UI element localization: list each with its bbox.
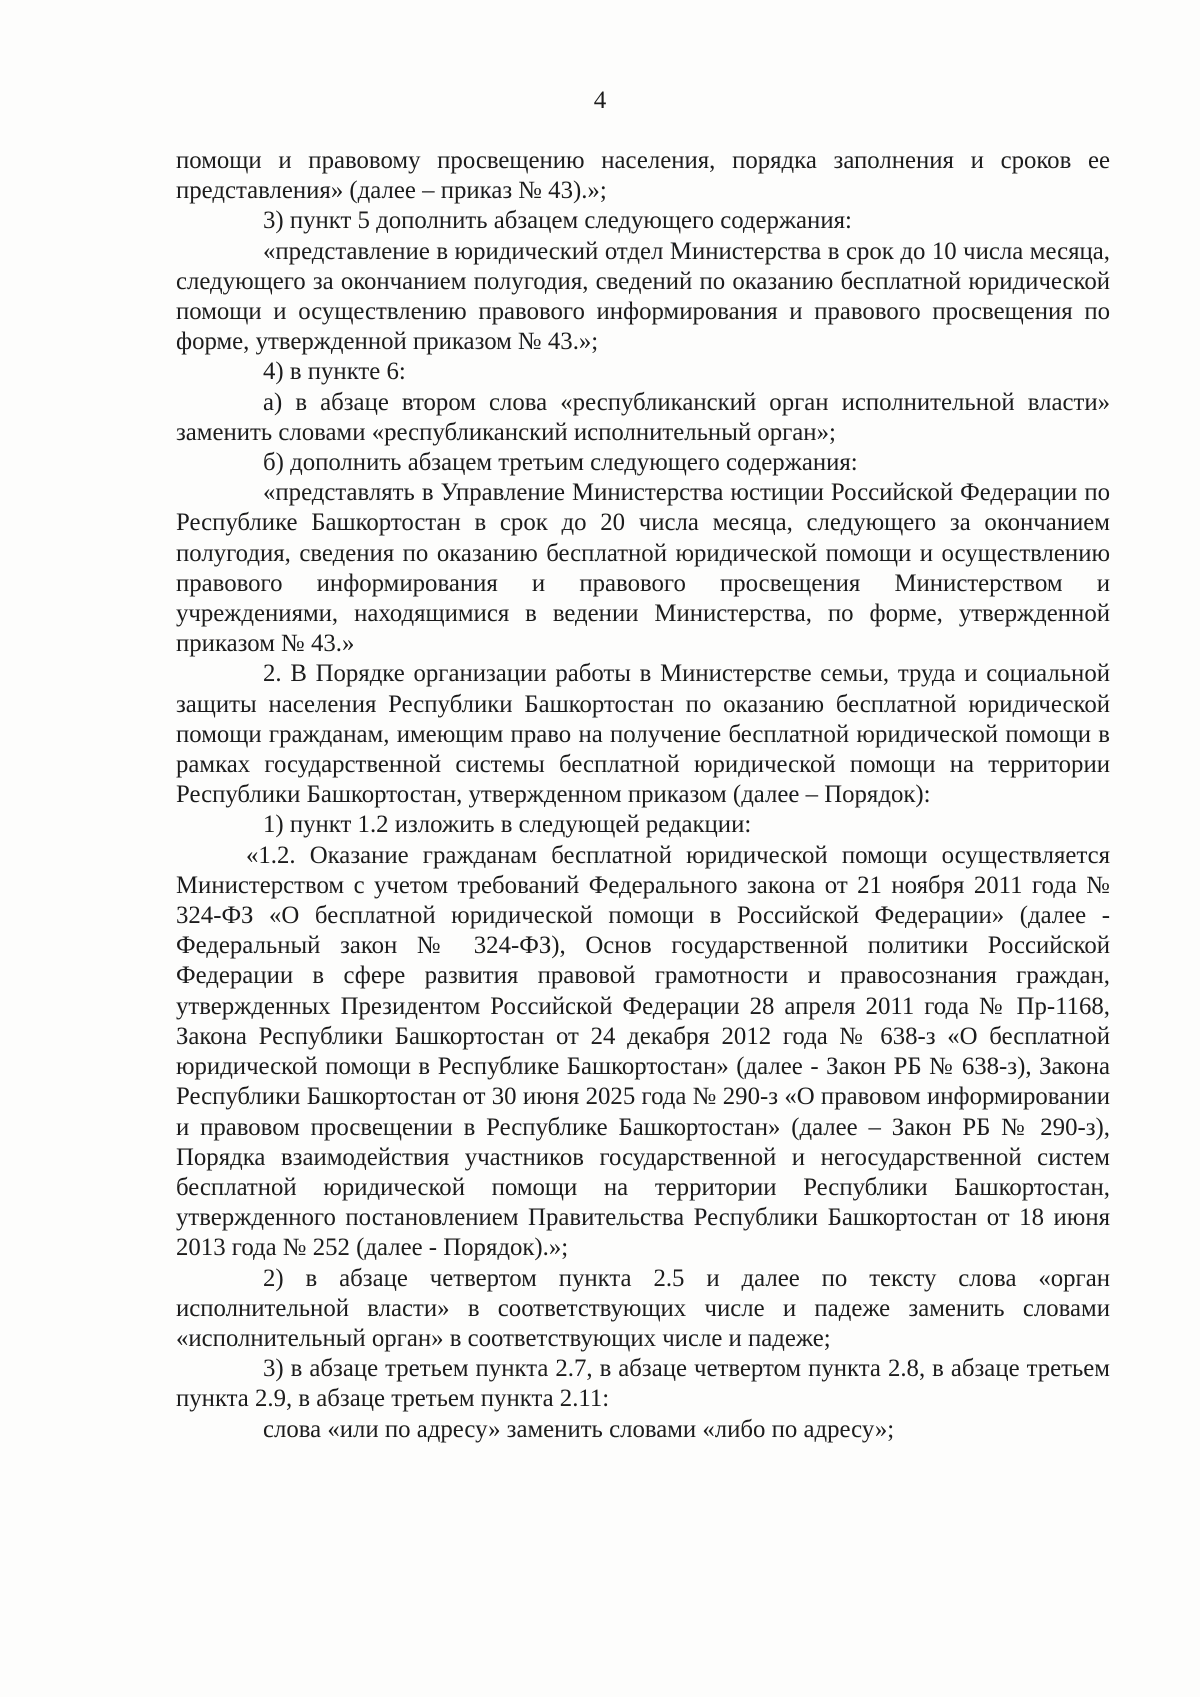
paragraph: б) дополнить абзацем третьим следующего содержания: (263, 449, 858, 477)
document-body (176, 146, 1110, 1445)
page-number: 4 (593, 87, 607, 114)
paragraph: 3) в абзаце третьем пункта 2.7, в абзаце четвертом пункта 2.8, в абзаце третьем пункта 2.9, в абзаце третьем пункта 2.11: (176, 1355, 1110, 1413)
paragraph: 1) пункт 1.2 изложить в следующей редакции: (263, 811, 752, 839)
paragraph: 2. В Порядке организации работы в Министерстве семьи, труда и социальной защиты населения Республики Башкортостан по оказанию бесплатной юридической помощи гражданам, имеющим право на получение бесплатной юридической помощи в рамках государственной системы бесплатной юридической помощи на территории Республики Башкортостан, утвержденном приказом (далее – Порядок): (176, 660, 1110, 809)
paragraph: «1.2. Оказание гражданам бесплатной юридической помощи осуществляется Министерством с учетом требований Федерального закона от 21 ноября 2011 года № 324-ФЗ «О бесплатной юридической помощи в Российской Федерации» (далее - Федеральный закон № 324-ФЗ), Основ государственной политики Российской Федерации в сфере развития правовой грамотности и правосознания граждан, утвержденных Президентом Российской Федерации 28 апреля 2011 года № Пр-1168, Закона Республики Башкортостан от 24 декабря 2012 года № 638-з «О бесплатной юридической помощи в Республике Башкортостан» (далее - Закон РБ № 638-з), Закона Республики Башкортостан от 30 июня 2025 года № 290-з «О правовом информировании и правовом просвещении в Республике Башкортостан» (далее – Закон РБ № 290-з), Порядка взаимодействия участников государственной и негосударственной систем бесплатной юридической помощи на территории Республики Башкортостан, утвержденного постановлением Правительства Республики Башкортостан от 18 июня 2013 года № 252 (далее - Порядок).»; (176, 841, 1110, 1262)
paragraph: «представление в юридический отдел Министерства в срок до 10 числа месяца, следующего за окончанием полугодия, сведений по оказанию бесплатной юридической помощи и осуществлению правового информирования и правового просвещения по форме, утвержденной приказом № 43.»; (176, 237, 1110, 356)
paragraph: 2) в абзаце четвертом пункта 2.5 и далее по тексту слова «орган исполнительной власти» в соответствующих числе и падеже заменить словами «исполнительный орган» в соответствующих числе и падеже; (176, 1264, 1110, 1352)
paragraph: слова «или по адресу» заменить словами «либо по адресу»; (263, 1415, 895, 1443)
paragraph: 4) в пункте 6: (263, 358, 406, 386)
paragraph: а) в абзаце втором слова «республиканский орган исполнительной власти» заменить словами «республиканский исполнительный орган»; (176, 388, 1110, 446)
paragraph: помощи и правовому просвещению населения, порядка заполнения и сроков ее представления» (далее – приказ № 43).»; (176, 147, 1110, 205)
paragraph: 3) пункт 5 дополнить абзацем следующего содержания: (263, 207, 852, 235)
paragraph: «представлять в Управление Министерства юстиции Российской Федерации по Республике Башкортостан в срок до 20 числа месяца, следующего за окончанием полугодия, сведения по оказанию бесплатной юридической помощи и осуществлению правового информирования и правового просвещения Министерством и учреждениями, находящимися в ведении Министерства, по форме, утвержденной приказом № 43.» (176, 479, 1110, 658)
